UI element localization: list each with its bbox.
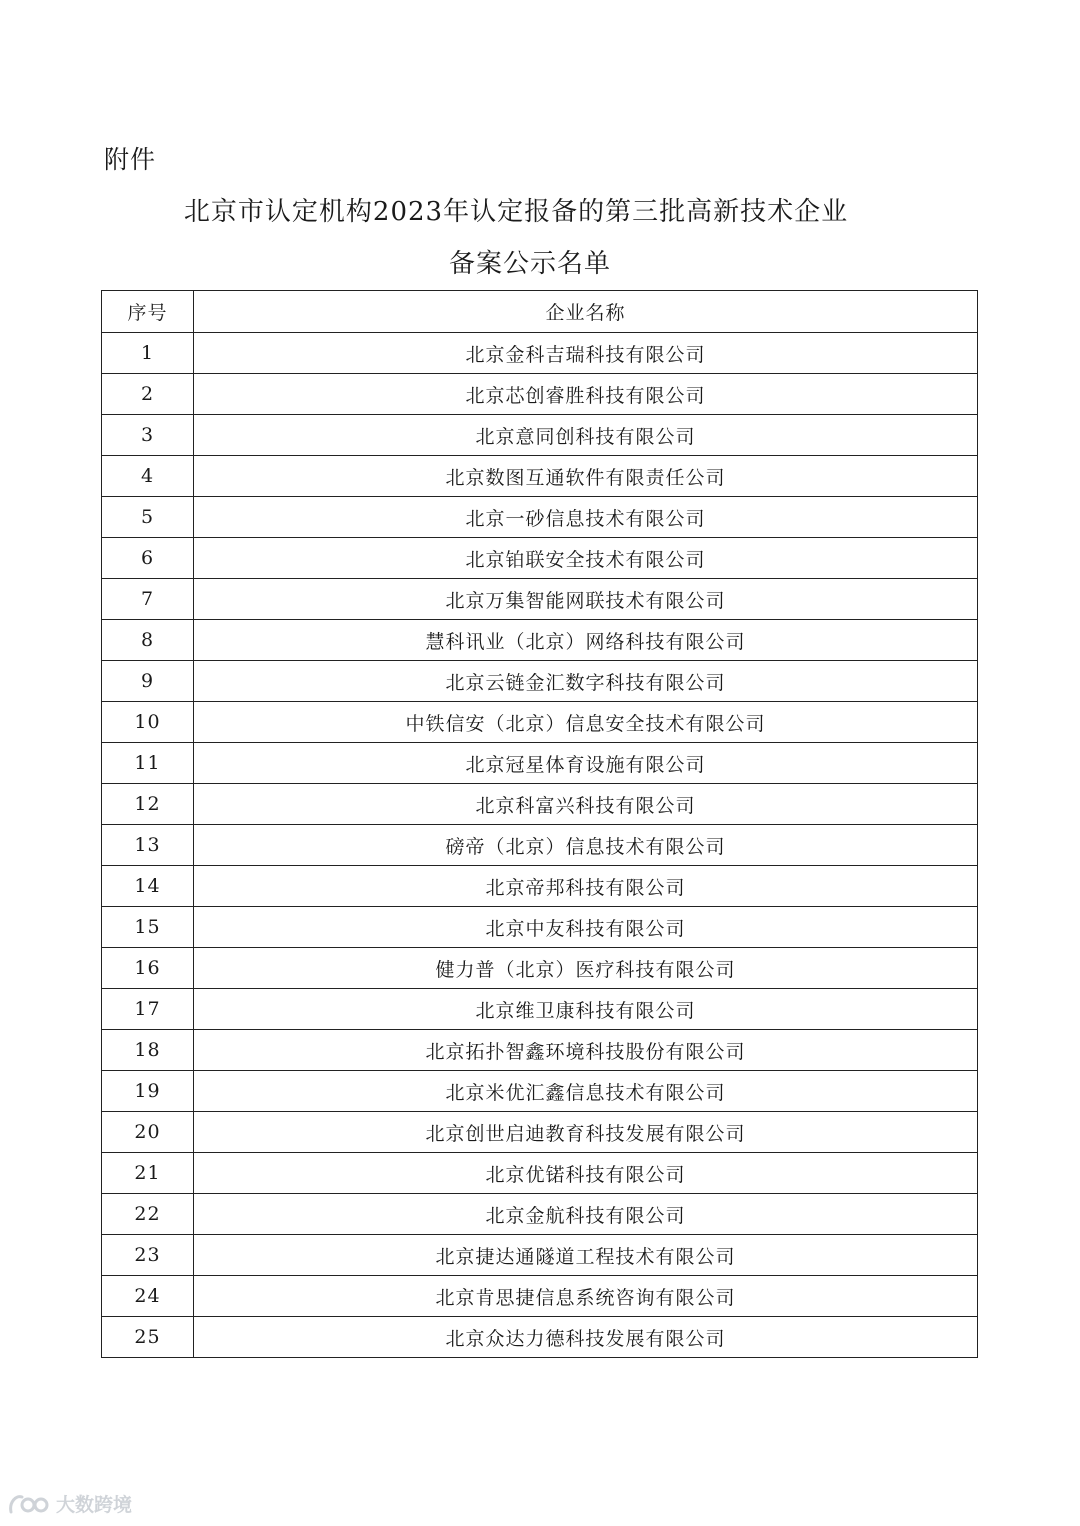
row-company-name: 北京冠星体育设施有限公司 bbox=[194, 743, 978, 784]
row-company-name: 北京中友科技有限公司 bbox=[194, 907, 978, 948]
row-index: 3 bbox=[102, 415, 194, 456]
table-row bbox=[102, 825, 978, 866]
row-index: 8 bbox=[102, 620, 194, 661]
row-index: 16 bbox=[102, 948, 194, 989]
row-index: 5 bbox=[102, 497, 194, 538]
table-row bbox=[102, 1071, 978, 1112]
table-row bbox=[102, 333, 978, 374]
row-index: 4 bbox=[102, 456, 194, 497]
row-index: 7 bbox=[102, 579, 194, 620]
row-company-name: 北京优锘科技有限公司 bbox=[194, 1153, 978, 1194]
row-company-name: 北京铂联安全技术有限公司 bbox=[194, 538, 978, 579]
header-company-name: 企业名称 bbox=[194, 291, 978, 333]
row-company-name: 中铁信安（北京）信息安全技术有限公司 bbox=[194, 702, 978, 743]
attachment-label: 附件 bbox=[104, 145, 157, 174]
row-index: 2 bbox=[102, 374, 194, 415]
row-index: 19 bbox=[102, 1071, 194, 1112]
table-row bbox=[102, 1112, 978, 1153]
dashuju-logo-icon bbox=[8, 1492, 50, 1516]
row-company-name: 健力普（北京）医疗科技有限公司 bbox=[194, 948, 978, 989]
row-company-name: 北京帝邦科技有限公司 bbox=[194, 866, 978, 907]
table-header-row bbox=[102, 291, 978, 333]
row-index: 15 bbox=[102, 907, 194, 948]
table-row bbox=[102, 989, 978, 1030]
table-row bbox=[102, 661, 978, 702]
row-index: 20 bbox=[102, 1112, 194, 1153]
table-row bbox=[102, 538, 978, 579]
table-row bbox=[102, 948, 978, 989]
row-index: 6 bbox=[102, 538, 194, 579]
row-company-name: 磅帝（北京）信息技术有限公司 bbox=[194, 825, 978, 866]
table-row bbox=[102, 784, 978, 825]
table-row bbox=[102, 415, 978, 456]
row-company-name: 北京金科吉瑞科技有限公司 bbox=[194, 333, 978, 374]
table-row bbox=[102, 743, 978, 784]
table-row bbox=[102, 374, 978, 415]
document-subtitle: 备案公示名单 bbox=[448, 249, 611, 279]
row-company-name: 北京肯思捷信息系统咨询有限公司 bbox=[194, 1276, 978, 1317]
row-company-name: 慧科讯业（北京）网络科技有限公司 bbox=[194, 620, 978, 661]
row-company-name: 北京米优汇鑫信息技术有限公司 bbox=[194, 1071, 978, 1112]
row-index: 22 bbox=[102, 1194, 194, 1235]
row-index: 21 bbox=[102, 1153, 194, 1194]
row-index: 18 bbox=[102, 1030, 194, 1071]
table-row bbox=[102, 1194, 978, 1235]
row-index: 13 bbox=[102, 825, 194, 866]
table-row bbox=[102, 866, 978, 907]
row-index: 11 bbox=[102, 743, 194, 784]
document-title: 北京市认定机构2023年认定报备的第三批高新技术企业 bbox=[183, 197, 849, 227]
table-row bbox=[102, 1153, 978, 1194]
watermark bbox=[8, 1490, 132, 1517]
table-row bbox=[102, 1235, 978, 1276]
table-row bbox=[102, 702, 978, 743]
table-row bbox=[102, 497, 978, 538]
watermark-text: 大数跨境 bbox=[56, 1494, 133, 1516]
row-company-name: 北京万集智能网联技术有限公司 bbox=[194, 579, 978, 620]
table-row bbox=[102, 1030, 978, 1071]
row-index: 24 bbox=[102, 1276, 194, 1317]
row-company-name: 北京芯创睿胜科技有限公司 bbox=[194, 374, 978, 415]
row-company-name: 北京众达力德科技发展有限公司 bbox=[194, 1317, 978, 1358]
table-row bbox=[102, 1317, 978, 1358]
table-body bbox=[102, 333, 978, 1358]
table-row bbox=[102, 579, 978, 620]
company-list-table bbox=[101, 290, 978, 1358]
table-row bbox=[102, 1276, 978, 1317]
row-company-name: 北京一砂信息技术有限公司 bbox=[194, 497, 978, 538]
row-company-name: 北京意同创科技有限公司 bbox=[194, 415, 978, 456]
row-company-name: 北京云链金汇数字科技有限公司 bbox=[194, 661, 978, 702]
row-index: 9 bbox=[102, 661, 194, 702]
table-row bbox=[102, 456, 978, 497]
row-index: 25 bbox=[102, 1317, 194, 1358]
row-company-name: 北京拓扑智鑫环境科技股份有限公司 bbox=[194, 1030, 978, 1071]
row-index: 1 bbox=[102, 333, 194, 374]
row-index: 17 bbox=[102, 989, 194, 1030]
row-company-name: 北京捷达通隧道工程技术有限公司 bbox=[194, 1235, 978, 1276]
row-company-name: 北京科富兴科技有限公司 bbox=[194, 784, 978, 825]
row-index: 14 bbox=[102, 866, 194, 907]
row-index: 23 bbox=[102, 1235, 194, 1276]
table-row bbox=[102, 620, 978, 661]
row-company-name: 北京维卫康科技有限公司 bbox=[194, 989, 978, 1030]
row-company-name: 北京创世启迪教育科技发展有限公司 bbox=[194, 1112, 978, 1153]
row-company-name: 北京数图互通软件有限责任公司 bbox=[194, 456, 978, 497]
row-company-name: 北京金航科技有限公司 bbox=[194, 1194, 978, 1235]
table-row bbox=[102, 907, 978, 948]
header-index: 序号 bbox=[102, 291, 194, 333]
row-index: 12 bbox=[102, 784, 194, 825]
row-index: 10 bbox=[102, 702, 194, 743]
